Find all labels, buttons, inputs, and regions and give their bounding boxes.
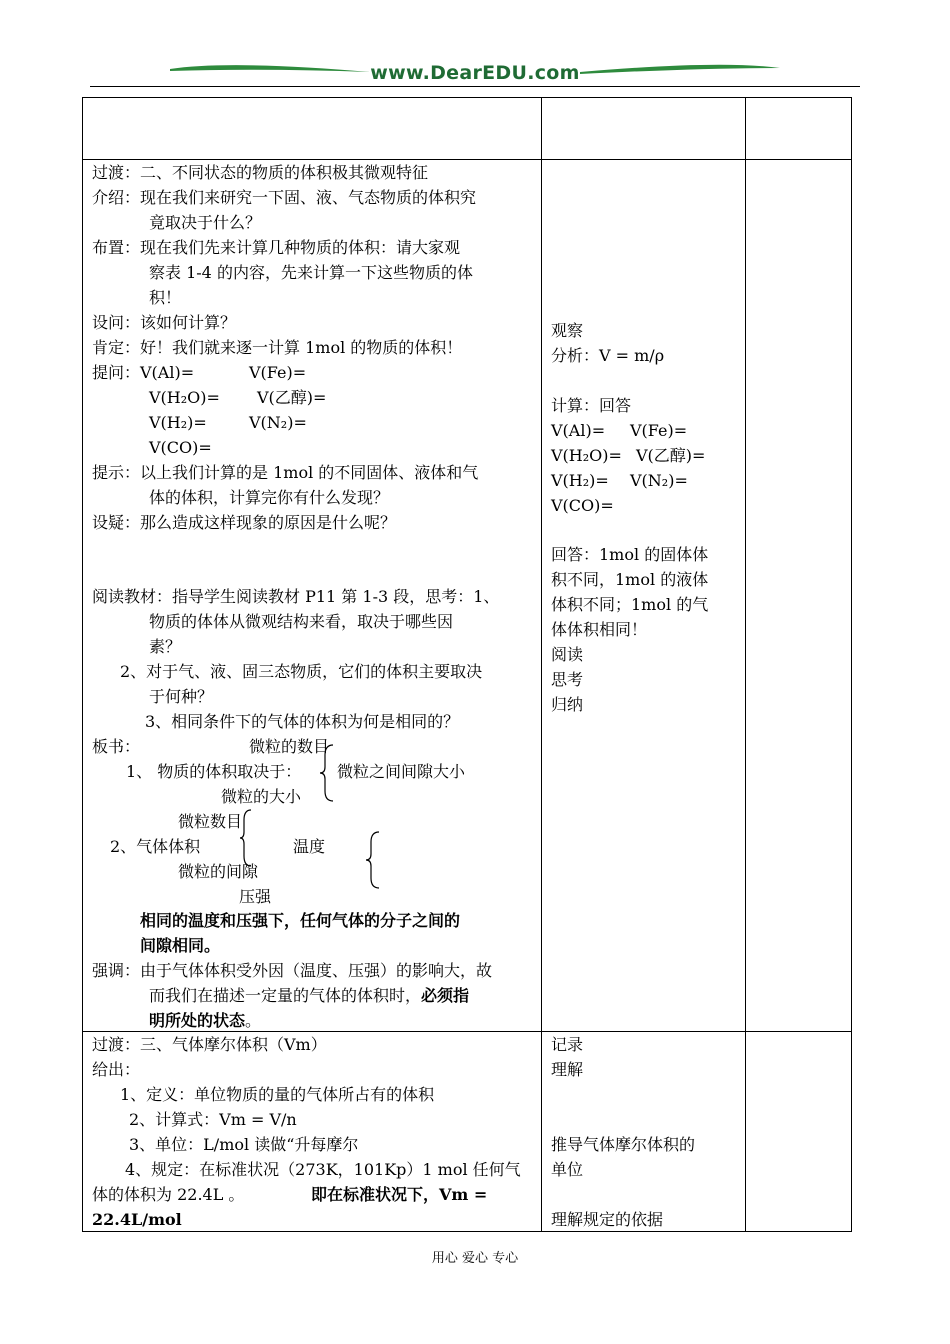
text-line: 2、气体体积: [110, 837, 201, 856]
table-row: [83, 1032, 852, 1232]
text-line: 设问：该如何计算？: [92, 313, 237, 332]
text-line: 物质的体体从微观结构来看，取决于哪些因: [149, 612, 454, 631]
teacher-activity-cell: [83, 1032, 542, 1232]
text-line: 1、定义：单位物质的量的气体所占有的体积: [120, 1085, 435, 1104]
text-line: 计算：回答: [551, 396, 632, 415]
text-line: 微粒的大小: [221, 787, 302, 806]
text-line: 回答：1mol 的固体体: [551, 545, 709, 564]
empty-cell: [83, 98, 542, 160]
emphasis-span: 必须指: [421, 986, 470, 1005]
text-line: V(乙醇)=: [257, 388, 327, 407]
site-logo: [170, 56, 780, 96]
text-line: 2、计算式：Vm = V/n: [129, 1110, 297, 1129]
text-line: 推导气体摩尔体积的: [551, 1135, 696, 1154]
text-line: 1、 物质的体积取决于：: [126, 762, 302, 781]
text-line: 体的体积，计算完你有什么发现？: [149, 488, 390, 507]
text-line: 阅读: [551, 645, 584, 664]
left-brace-icon: [319, 743, 335, 803]
logo-text: www.DearEDU.com: [370, 62, 580, 84]
text-line: 间隙相同。: [140, 936, 221, 955]
left-brace-icon: [365, 830, 381, 890]
text-line: 温度: [293, 837, 326, 856]
text-line: 积！: [149, 288, 182, 307]
text-line: 肯定：好！我们就来逐一计算 1mol 的物质的体积！: [92, 338, 463, 357]
text-line: 素？: [149, 637, 182, 656]
text-line: V(H₂O)=: [149, 388, 220, 407]
text-line: 微粒的间隙: [178, 862, 259, 881]
text-line: 分析：V = m/ρ: [551, 346, 665, 365]
text-line: 2、对于气、液、固三态物质，它们的体积主要取决: [120, 662, 483, 681]
text-line: 理解: [551, 1060, 584, 1079]
text-line: 即在标准状况下，Vm =: [311, 1185, 488, 1204]
empty-cell: [746, 1032, 852, 1232]
text-span: 。: [245, 1011, 262, 1030]
text-line: 给出：: [92, 1060, 141, 1079]
text-line: 微粒的数目: [249, 737, 330, 756]
text-line: V(Fe)=: [249, 363, 307, 382]
text-line: V(H₂)=: [551, 471, 609, 490]
text-line: [149, 984, 469, 1009]
emphasis-span: 明所处的状态: [149, 1011, 246, 1030]
text-line: [149, 1009, 261, 1034]
lesson-table: [82, 97, 852, 1232]
text-line: V(Fe)=: [630, 421, 688, 440]
text-line: 过渡：二、不同状态的物质的体积极其微观特征: [92, 163, 429, 182]
student-activity-cell: [542, 160, 746, 1032]
text-line: 归纳: [551, 695, 584, 714]
text-line: 察表 1-4 的内容，先来计算一下这些物质的体: [149, 263, 473, 282]
text-line: 22.4L/mol: [92, 1210, 182, 1229]
text-line: 强调：由于气体体积受外因（温度、压强）的影响大，故: [92, 961, 493, 980]
text-line: 理解规定的依据: [551, 1210, 664, 1229]
text-line: 微粒之间间隙大小: [337, 762, 466, 781]
table-row: [83, 98, 852, 160]
student-activity-cell: [542, 1032, 746, 1232]
text-line: 板书：: [92, 737, 141, 756]
text-line: 提问：V(Al)=: [92, 363, 195, 382]
text-line: 单位: [551, 1160, 584, 1179]
table-row: [83, 160, 852, 1032]
text-line: V(N₂)=: [630, 471, 688, 490]
text-line: 记录: [551, 1035, 584, 1054]
page-footer: 用心 爱心 专心: [431, 1251, 519, 1266]
text-line: V(N₂)=: [249, 413, 307, 432]
text-line: 体的体积为 22.4L 。: [92, 1185, 245, 1204]
text-line: 竟取决于什么？: [149, 213, 262, 232]
text-line: V(CO)=: [149, 438, 212, 457]
text-line: 微粒数目: [178, 812, 243, 831]
text-line: V(H₂O)=: [551, 446, 622, 465]
empty-cell: [746, 98, 852, 160]
text-line: 4、规定：在标准状况（273K，101Kp）1 mol 任何气: [125, 1160, 521, 1179]
text-line: V(CO)=: [551, 496, 614, 515]
text-line: 阅读教材：指导学生阅读教材 P11 第 1-3 段，思考：1、: [92, 587, 500, 606]
text-line: 设疑：那么造成这样现象的原因是什么呢？: [92, 513, 397, 532]
text-line: 积不同，1mol 的液体: [551, 570, 709, 589]
text-line: 过渡：三、气体摩尔体积（Vm）: [92, 1035, 327, 1054]
text-line: V(Al)=: [551, 421, 606, 440]
text-line: 体体积相同！: [551, 620, 648, 639]
text-line: 于何种？: [149, 687, 214, 706]
text-line: V(乙醇)=: [636, 446, 706, 465]
empty-cell: [542, 98, 746, 160]
text-line: 压强: [239, 887, 272, 906]
text-line: 布置：现在我们先来计算几种物质的体积：请大家观: [92, 238, 461, 257]
empty-cell: [746, 160, 852, 1032]
text-line: 相同的温度和压强下，任何气体的分子之间的: [140, 911, 461, 930]
text-line: 提示：以上我们计算的是 1mol 的不同固体、液体和气: [92, 463, 479, 482]
text-span: 而我们在描述一定量的气体的体积时，: [149, 986, 422, 1005]
text-line: 思考: [551, 670, 584, 689]
text-line: 3、相同条件下的气体的体积为何是相同的？: [145, 712, 460, 731]
text-line: 观察: [551, 321, 584, 340]
teacher-activity-cell: [83, 160, 542, 1032]
left-brace-icon: [239, 808, 253, 868]
text-line: V(H₂)=: [149, 413, 207, 432]
text-line: 介绍：现在我们来研究一下固、液、气态物质的体积究: [92, 188, 477, 207]
text-line: 体积不同；1mol 的气: [551, 595, 709, 614]
text-line: 3、单位：L/mol 读做“升每摩尔: [129, 1135, 359, 1154]
